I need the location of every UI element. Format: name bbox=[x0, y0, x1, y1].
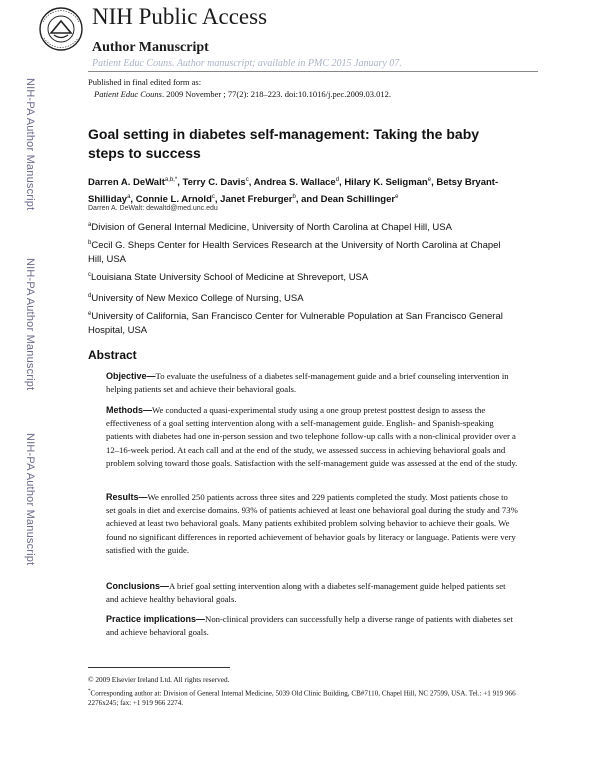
abstract-conclusions bbox=[106, 580, 518, 606]
abstract-methods bbox=[106, 404, 518, 470]
availability-text: . Author manuscript; available in PMC 2015 January 07. bbox=[172, 58, 402, 69]
affiliation-sup: c bbox=[88, 272, 91, 278]
abstract-results bbox=[106, 491, 518, 557]
abstract-heading: Abstract bbox=[88, 348, 137, 362]
affiliation-sup: e bbox=[88, 311, 92, 317]
affiliation bbox=[88, 237, 508, 266]
affiliation-text: Louisiana State University School of Medicine at Shreveport, USA bbox=[91, 272, 369, 284]
footnote-text: Corresponding author at: Division of General Internal Medicine, 5039 Old Clinic Building, CB#7110, Chapel Hill, NC 27599, USA. Tel.: +1 919 966 2276x245; fax: +1 919 966 2274. bbox=[88, 689, 516, 708]
sidebar-label: NIH-PA Author Manuscript bbox=[24, 78, 36, 211]
author: Janet Freburger bbox=[220, 194, 293, 206]
author-sup: e bbox=[427, 177, 432, 183]
abstract-objective bbox=[106, 370, 518, 396]
nih-public-access-title: NIH Public Access bbox=[92, 4, 268, 29]
section-text: Non-clinical providers can successfully help a diverse range of patients with diabetes set and achieve behavioral goals. bbox=[106, 614, 513, 638]
corresponding-author-note bbox=[88, 687, 518, 708]
affiliation-sup: a bbox=[88, 222, 92, 228]
article-title: Goal setting in diabetes self-management: Taking the baby steps to success bbox=[88, 126, 480, 161]
author: Terry C. Davis bbox=[182, 177, 246, 189]
affiliation-text: University of New Mexico College of Nursing, USA bbox=[91, 293, 304, 305]
author: Dean Schillinger bbox=[320, 194, 396, 206]
section-label: Conclusions— bbox=[106, 581, 170, 591]
nih-seal-logo bbox=[38, 6, 84, 52]
author-list: Darren A. DeWalt$^{a,b,*}$, Terry C. Davis$^c$, Andrea S. Wallace$^d$, Hilary K. Seligman$^e$, Betsy Bryant-Shilliday$^a$, Connie L. Arnold$^c$, Janet Freburger$^b$, and Dean Schillinger$^e$ bbox=[88, 177, 499, 206]
citation-journal: Patient Educ Couns bbox=[94, 89, 162, 99]
author-email: Darren A. DeWalt: dewaltd@med.unc.edu bbox=[88, 205, 218, 212]
abstract-practice-implications bbox=[106, 613, 518, 639]
affiliation-text: Division of General Internal Medicine, University of North Carolina at Chapel Hill, USA bbox=[91, 222, 452, 234]
sidebar-label: NIH-PA Author Manuscript bbox=[24, 258, 36, 391]
author-sup: e bbox=[395, 194, 399, 201]
affiliation bbox=[88, 219, 508, 235]
author: Hilary K. Seligman bbox=[344, 177, 428, 189]
section-label: Practice implications— bbox=[106, 614, 206, 624]
author-sup: b bbox=[292, 194, 296, 201]
author-manuscript-label: Author Manuscript bbox=[92, 40, 209, 55]
availability-note bbox=[92, 58, 402, 69]
footnote-rule bbox=[88, 667, 230, 668]
journal-name: Patient Educ Couns bbox=[92, 58, 172, 69]
section-label: Objective— bbox=[106, 371, 156, 381]
affiliation-text: University of California, San Francisco Center for Vulnerable Population at San Francisco General Hospital, USA bbox=[88, 311, 503, 336]
copyright-note: © 2009 Elsevier Ireland Ltd. All rights reserved. bbox=[88, 675, 230, 684]
section-text: We enrolled 250 patients across three sites and 229 patients completed the study. Most patients chose to set goals in diet and exercise domains. 93% of patients achieved at least one behavioral goal during the study and 73% achieved at least two behavioral goals. Many patients exhibited problem solving behavior to achieve their goals. We found no significant differences in reported achievement of behavior goals by literacy or language. Patients were very satisfied with the guide. bbox=[106, 492, 518, 555]
section-text: To evaluate the usefulness of a diabetes self-management guide and a brief counseling intervention in helping patients set and achieve their behavioral goals. bbox=[106, 371, 509, 395]
affiliation-sup: b bbox=[88, 240, 92, 246]
footnote-marker: * bbox=[88, 689, 91, 694]
author: Darren A. DeWalt bbox=[88, 177, 165, 189]
section-text: A brief goal setting intervention along with a diabetes self-management guide helped patients set and achieve healthy behavioral goals. bbox=[106, 581, 506, 605]
author: Betsy Bryant-Shilliday bbox=[88, 177, 499, 206]
left-margin-watermark bbox=[0, 78, 40, 618]
author: Andrea S. Wallace bbox=[253, 177, 336, 189]
affiliation-text: Cecil G. Sheps Center for Health Services Research at the University of North Carolina at Chapel Hill, USA bbox=[88, 240, 501, 265]
author-sup: c bbox=[211, 194, 215, 201]
author-sup: c bbox=[245, 177, 249, 183]
affiliation bbox=[88, 308, 508, 337]
citation-details: . 2009 November ; 77(2): 218–223. doi:10.1016/j.pec.2009.03.012. bbox=[162, 89, 392, 99]
author-sup: d bbox=[335, 177, 340, 183]
citation-line bbox=[94, 89, 391, 99]
section-text: We conducted a quasi-experimental study using a one group pretest posttest design to assess the effectiveness of a goal setting intervention along with a self-management guide. English- and Spanish-speaking patients with diabetes had one in-person session and two telephone follow-up calls with a non-clinical provider over a 12–16-week period. At each call and at the end of the study, we assessed success in achieving behavioral goals and problem solving toward those goals. Satisfaction with the self-management guide was assessed at the end of the study. bbox=[106, 405, 518, 468]
header-rule bbox=[88, 71, 538, 72]
and-word: and bbox=[301, 194, 318, 206]
section-label: Results— bbox=[106, 492, 148, 502]
section-label: Methods— bbox=[106, 405, 152, 415]
affiliation bbox=[88, 290, 508, 306]
affiliation-sup: d bbox=[88, 293, 92, 299]
author-sup: a,b,* bbox=[164, 177, 178, 183]
published-note: Published in final edited form as: bbox=[88, 77, 202, 87]
author: Connie L. Arnold bbox=[135, 194, 212, 206]
sidebar-label: NIH-PA Author Manuscript bbox=[24, 433, 36, 566]
affiliation bbox=[88, 269, 508, 285]
author-sup: a bbox=[127, 194, 131, 201]
